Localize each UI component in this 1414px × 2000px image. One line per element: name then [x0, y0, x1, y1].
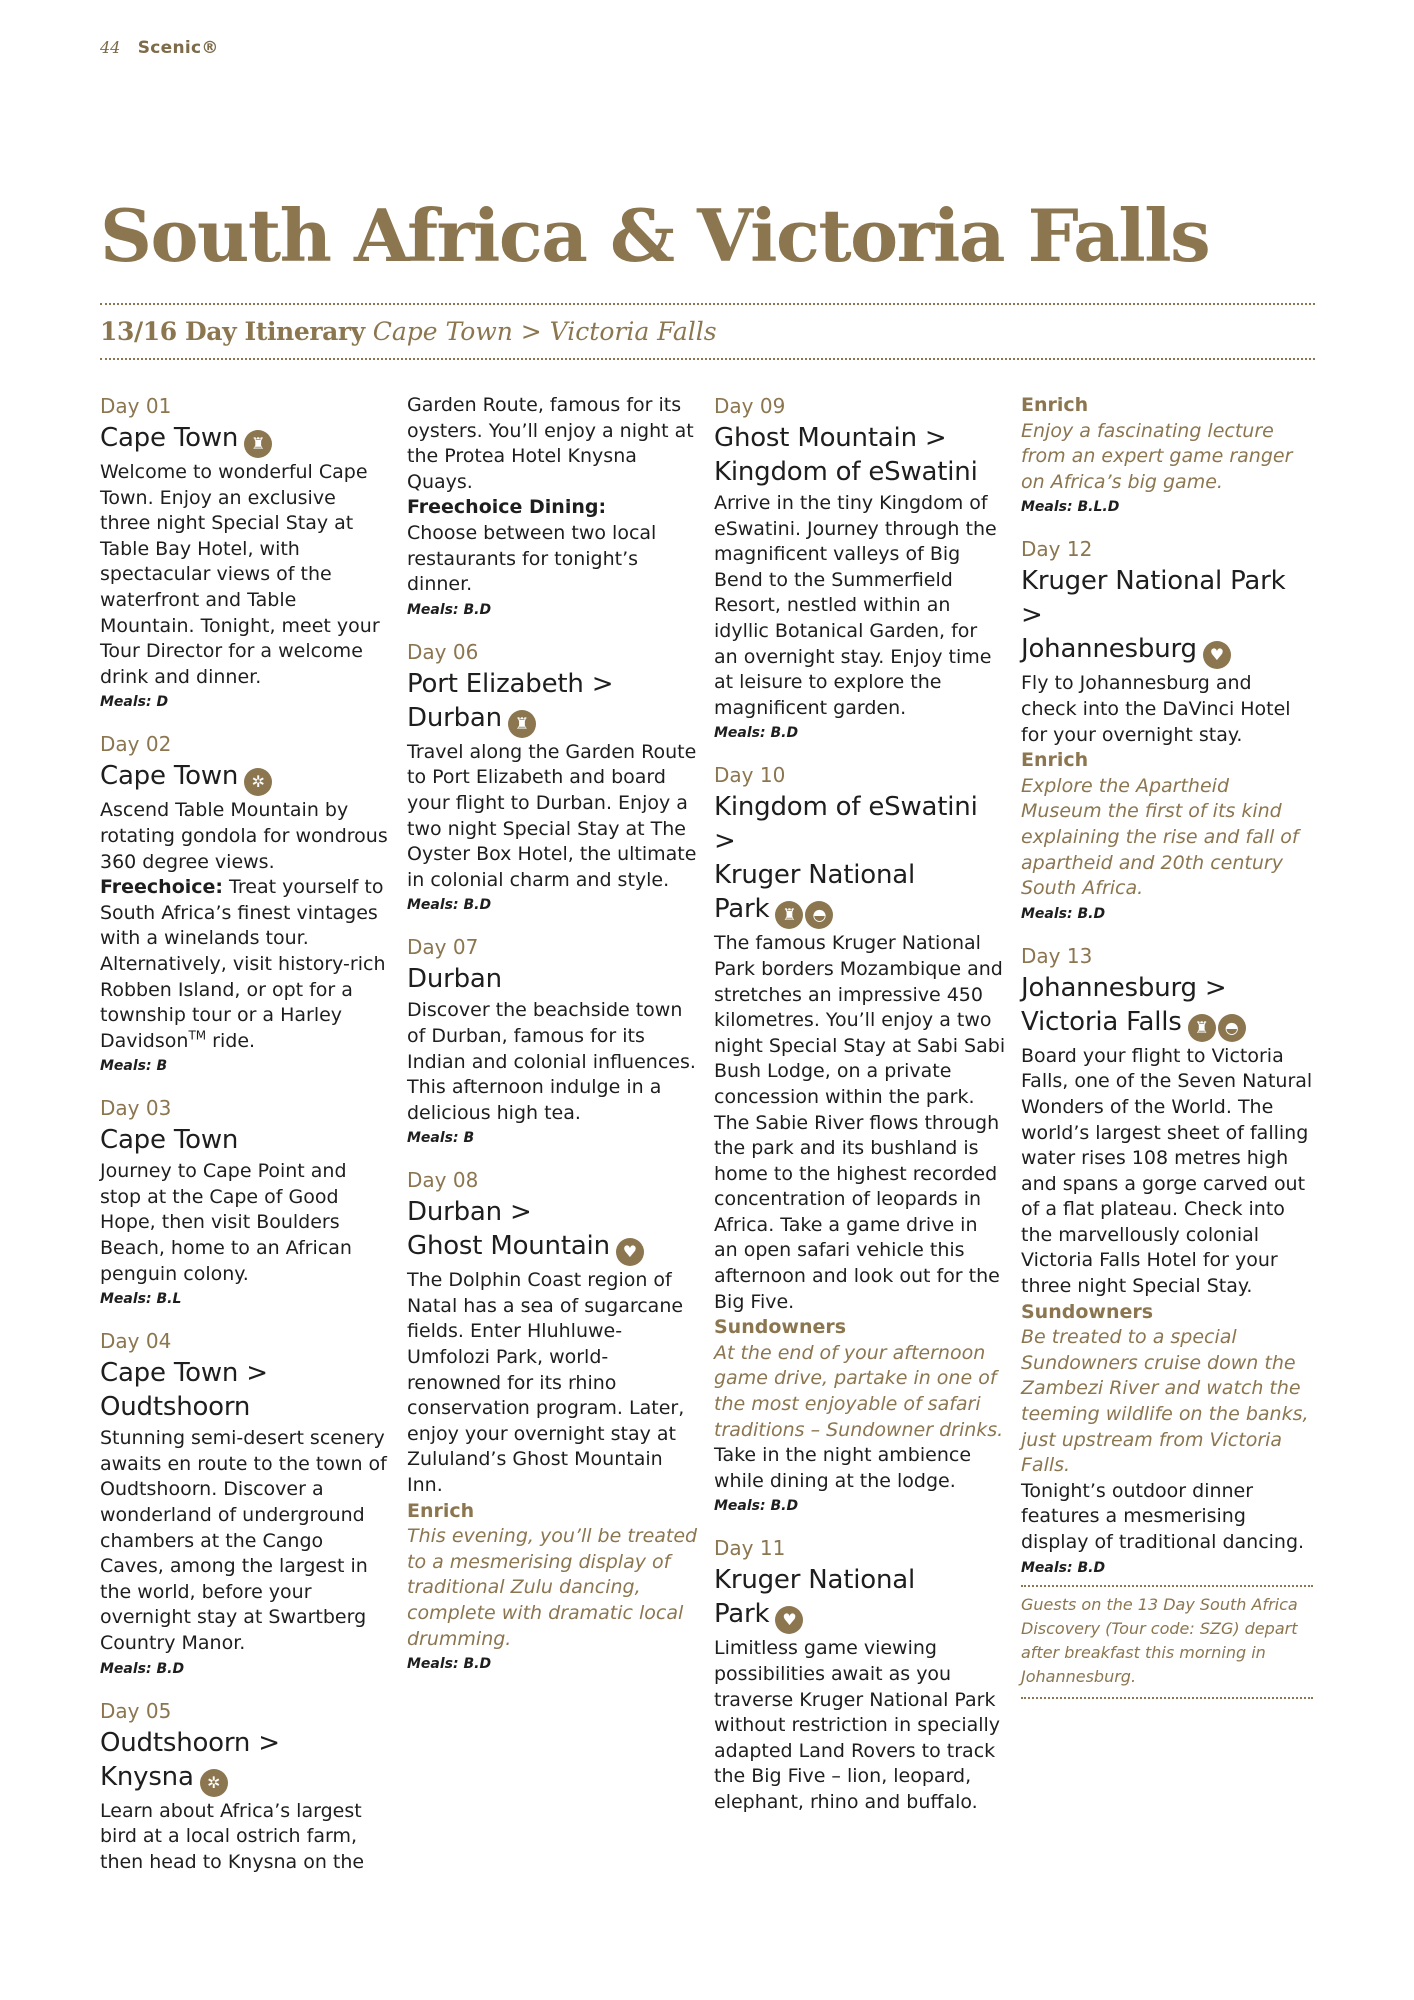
itinerary-column-3: [714, 393, 1006, 1834]
page-number: 44: [100, 38, 121, 57]
sundowners-label: Sundowners: [714, 1316, 847, 1339]
day-label: Day 10: [714, 763, 786, 788]
itinerary-route: Cape Town > Victoria Falls: [372, 317, 717, 346]
enrich-text: This evening, you’ll be treated to a mesmerising display of traditional Zulu dancing, complete with dramatic local drumming.: [407, 1525, 698, 1650]
sundowners-text: Be treated to a special Sundowners cruise down the Zambezi River and watch the teeming wildlife on the banks, just upstream from Victoria Falls.: [1021, 1326, 1309, 1477]
day-location: Cape Town ✲: [100, 759, 392, 796]
freechoice-dining-text: Choose between two local restaurants for tonight’s dinner.: [407, 521, 657, 596]
day-location: Johannesburg > Victoria Falls ♜ ◓: [1021, 971, 1313, 1042]
meals-info: Meals: D: [100, 694, 169, 711]
day-05: [100, 1698, 392, 1876]
enrich-icon: ♥: [775, 1606, 803, 1634]
special-stay-icon: ♜: [775, 901, 803, 929]
brand-name: Scenic®: [137, 38, 219, 58]
day-02: [100, 731, 392, 1077]
day-label: Day 05: [100, 1698, 172, 1723]
itinerary-subtitle: [100, 317, 717, 346]
day-label: Day 02: [100, 732, 172, 757]
special-stay-icon: ♜: [244, 430, 272, 458]
enrich-icon: ♥: [1203, 641, 1231, 669]
day-location: Port Elizabeth > Durban ♜: [407, 667, 699, 738]
meals-info: Meals: B.L: [100, 1291, 182, 1308]
sundowners-text: At the end of your afternoon game drive, partake in one of the most enjoyable of safari traditions – Sundowner drinks.: [714, 1341, 1004, 1441]
day-09: [714, 393, 1006, 744]
day-description: Limitless game viewing possibilities await as you traverse Kruger National Park without restriction in specially adapted Land Rovers to track the Big Five – lion, leopard, elephant, rhino and buffalo.: [714, 1637, 1001, 1813]
itinerary-column-2: [407, 393, 699, 1693]
day-label: Day 13: [1021, 943, 1093, 968]
enrich-icon: ♥: [616, 1238, 644, 1266]
day-03: [100, 1095, 392, 1310]
meals-info: Meals: B.D: [407, 601, 492, 618]
meals-info: Meals: B.D: [1021, 905, 1106, 922]
day-description: Arrive in the tiny Kingdom of eSwatini. Journey through the magnificent valleys of Big Bend to the Summerfield Resort, nestled within an idyllic Botanical Garden, for an overnight stay. Enjoy time at leisure to explore the magnificent garden.: [714, 492, 997, 719]
day-description: Ascend Table Mountain by rotating gondola for wondrous 360 degree views. Freechoice: Treat yourself to South Africa’s finest vintages with a winelands tour. Alternatively, visit history-rich Robben Island, or opt for a township tour or a Harley Davidson™ ride.: [100, 799, 388, 1052]
day-description: The Dolphin Coast region of Natal has a sea of sugarcane fields. Enter Hluhluwe-Umfolozi Park, world-renowned for its rhino conservation program. Later, enjoy your overnight stay at Zululand’s Ghost Mountain Inn.: [407, 1269, 685, 1497]
day-label: Day 07: [407, 935, 479, 960]
itinerary-length: 13/16 Day Itinerary: [100, 317, 365, 346]
day-label: Day 11: [714, 1536, 786, 1561]
title-divider: [100, 303, 1315, 305]
enrich-text: Enjoy a fascinating lecture from an expert game ranger on Africa’s big game.: [1021, 419, 1293, 493]
day-location: Cape Town > Oudtshoorn: [100, 1358, 268, 1423]
day-description: Learn about Africa’s largest bird at a local ostrich farm, then head to Knysna on the: [100, 1799, 365, 1873]
meals-info: Meals: B.D: [407, 1656, 492, 1673]
day-location: Durban: [407, 964, 502, 995]
day-label: Day 09: [714, 394, 786, 418]
meals-info: Meals: B.D: [714, 1498, 799, 1515]
day-description: Welcome to wonderful Cape Town. Enjoy an exclusive three night Special Stay at Table Bay Hotel, with spectacular views of the waterfront and Table Mountain. Tonight, meet your Tour Director for a welcome drink and dinner.: [100, 461, 380, 688]
day-description: Board your flight to Victoria Falls, one of the Seven Natural Wonders of the World. The world’s largest sheet of falling water rises 108 metres high and spans a gorge carved out of a flat plateau. Check into the marvellously colonial Victoria Falls Hotel for your three night Special Stay.: [1021, 1044, 1313, 1298]
day-label: Day 08: [407, 1168, 479, 1193]
day-location: Kruger National Park ♥: [714, 1563, 1006, 1634]
itinerary-column-4: [1021, 393, 1313, 1717]
special-stay-icon: ♜: [508, 710, 536, 738]
day-01: [100, 393, 392, 713]
sundowners-icon: ◓: [1218, 1014, 1246, 1042]
sundowners-icon: ◓: [805, 901, 833, 929]
enrich-label: Enrich: [407, 1499, 475, 1522]
freechoice-label: Freechoice:: [100, 876, 224, 899]
meals-info: Meals: B.D: [407, 897, 492, 914]
day-location: Cape Town: [100, 1125, 239, 1156]
tour-note: Guests on the 13 Day South Africa Discovery (Tour code: SZG) depart after breakfast this morning in Johannesburg.: [1021, 1585, 1313, 1699]
day-06: [407, 639, 699, 917]
day-description: Stunning semi-desert scenery awaits en route to the town of Oudtshoorn. Discover a wonderland of underground chambers at the Cango Caves, among the largest in the world, before your overnight stay at Swartberg Country Manor.: [100, 1427, 387, 1654]
day-05-continued: [407, 393, 699, 621]
day-04: [100, 1328, 392, 1679]
freechoice-icon: ✲: [200, 1769, 228, 1797]
page-title: South Africa & Victoria Falls: [100, 193, 1210, 278]
day-12: [1021, 536, 1313, 924]
day-location: Ghost Mountain > Kingdom of eSwatini: [714, 423, 978, 487]
day-label: Day 01: [100, 394, 172, 418]
meals-info: Meals: B.D: [714, 725, 799, 742]
freechoice-icon: ✲: [244, 768, 272, 796]
day-location: Kruger National Park > Johannesburg ♥: [1021, 564, 1313, 669]
day-description: Travel along the Garden Route to Port Elizabeth and board your flight to Durban. Enjoy a two night Special Stay at The Oyster Box Hotel, the ultimate in colonial charm and style.: [407, 740, 697, 891]
subtitle-divider: [100, 358, 1315, 360]
meals-info: Meals: B: [407, 1130, 475, 1147]
meals-info: Meals: B.L.D: [1021, 499, 1120, 516]
day-description: Fly to Johannesburg and check into the DaVinci Hotel for your overnight stay.: [1021, 672, 1291, 746]
day-description-after: Tonight’s outdoor dinner features a mesmerising display of traditional dancing.: [1021, 1479, 1305, 1553]
special-stay-icon: ♜: [1188, 1014, 1216, 1042]
sundowners-label: Sundowners: [1021, 1300, 1154, 1323]
day-11: [714, 1535, 1006, 1815]
day-location: Oudtshoorn > Knysna ✲: [100, 1726, 392, 1797]
day-label: Day 06: [407, 639, 479, 664]
day-label: Day 04: [100, 1329, 172, 1354]
enrich-label: Enrich: [1021, 749, 1089, 772]
enrich-label: Enrich: [1021, 394, 1089, 416]
day-description: Garden Route, famous for its oysters. You’ll enjoy a night at the Protea Hotel Knysna Quays.: [407, 394, 694, 493]
day-10: [714, 762, 1006, 1517]
itinerary-column-1: [100, 393, 392, 1893]
day-13: [1021, 943, 1313, 1699]
day-description: Discover the beachside town of Durban, famous for its Indian and colonial influences. This afternoon indulge in a delicious high tea.: [407, 999, 696, 1124]
meals-info: Meals: B.D: [100, 1660, 185, 1677]
day-description: Journey to Cape Point and stop at the Cape of Good Hope, then visit Boulders Beach, home to an African penguin colony.: [100, 1160, 352, 1285]
day-location: Durban > Ghost Mountain ♥: [407, 1195, 699, 1266]
day-location: Kingdom of eSwatini > Kruger National Park ♜ ◓: [714, 790, 1006, 929]
enrich-text: Explore the Apartheid Museum the first of its kind explaining the rise and fall of apartheid and 20th century South Africa.: [1021, 774, 1299, 900]
day-11-continued: [1021, 393, 1313, 518]
day-label: Day 03: [100, 1096, 172, 1121]
day-07: [407, 934, 699, 1149]
page-header: [100, 38, 219, 58]
freechoice-dining-label: Freechoice Dining:: [407, 496, 607, 519]
meals-info: Meals: B.D: [1021, 1559, 1106, 1576]
day-description: The famous Kruger National Park borders Mozambique and stretches an impressive 450 kilometres. You’ll enjoy a two night Special Stay at Sabi Sabi Bush Lodge, on a private concession within the park. The Sabie River flows through the park and its bushland is home to the highest recorded concentration of leopards in Africa. Take a game drive in an open safari vehicle this afternoon and look out for the Big Five.: [714, 932, 1006, 1313]
meals-info: Meals: B: [100, 1058, 168, 1075]
day-08: [407, 1167, 699, 1675]
day-location: Cape Town ♜: [100, 421, 392, 458]
day-label: Day 12: [1021, 537, 1093, 562]
day-description-after: Take in the night ambience while dining at the lodge.: [714, 1444, 972, 1492]
